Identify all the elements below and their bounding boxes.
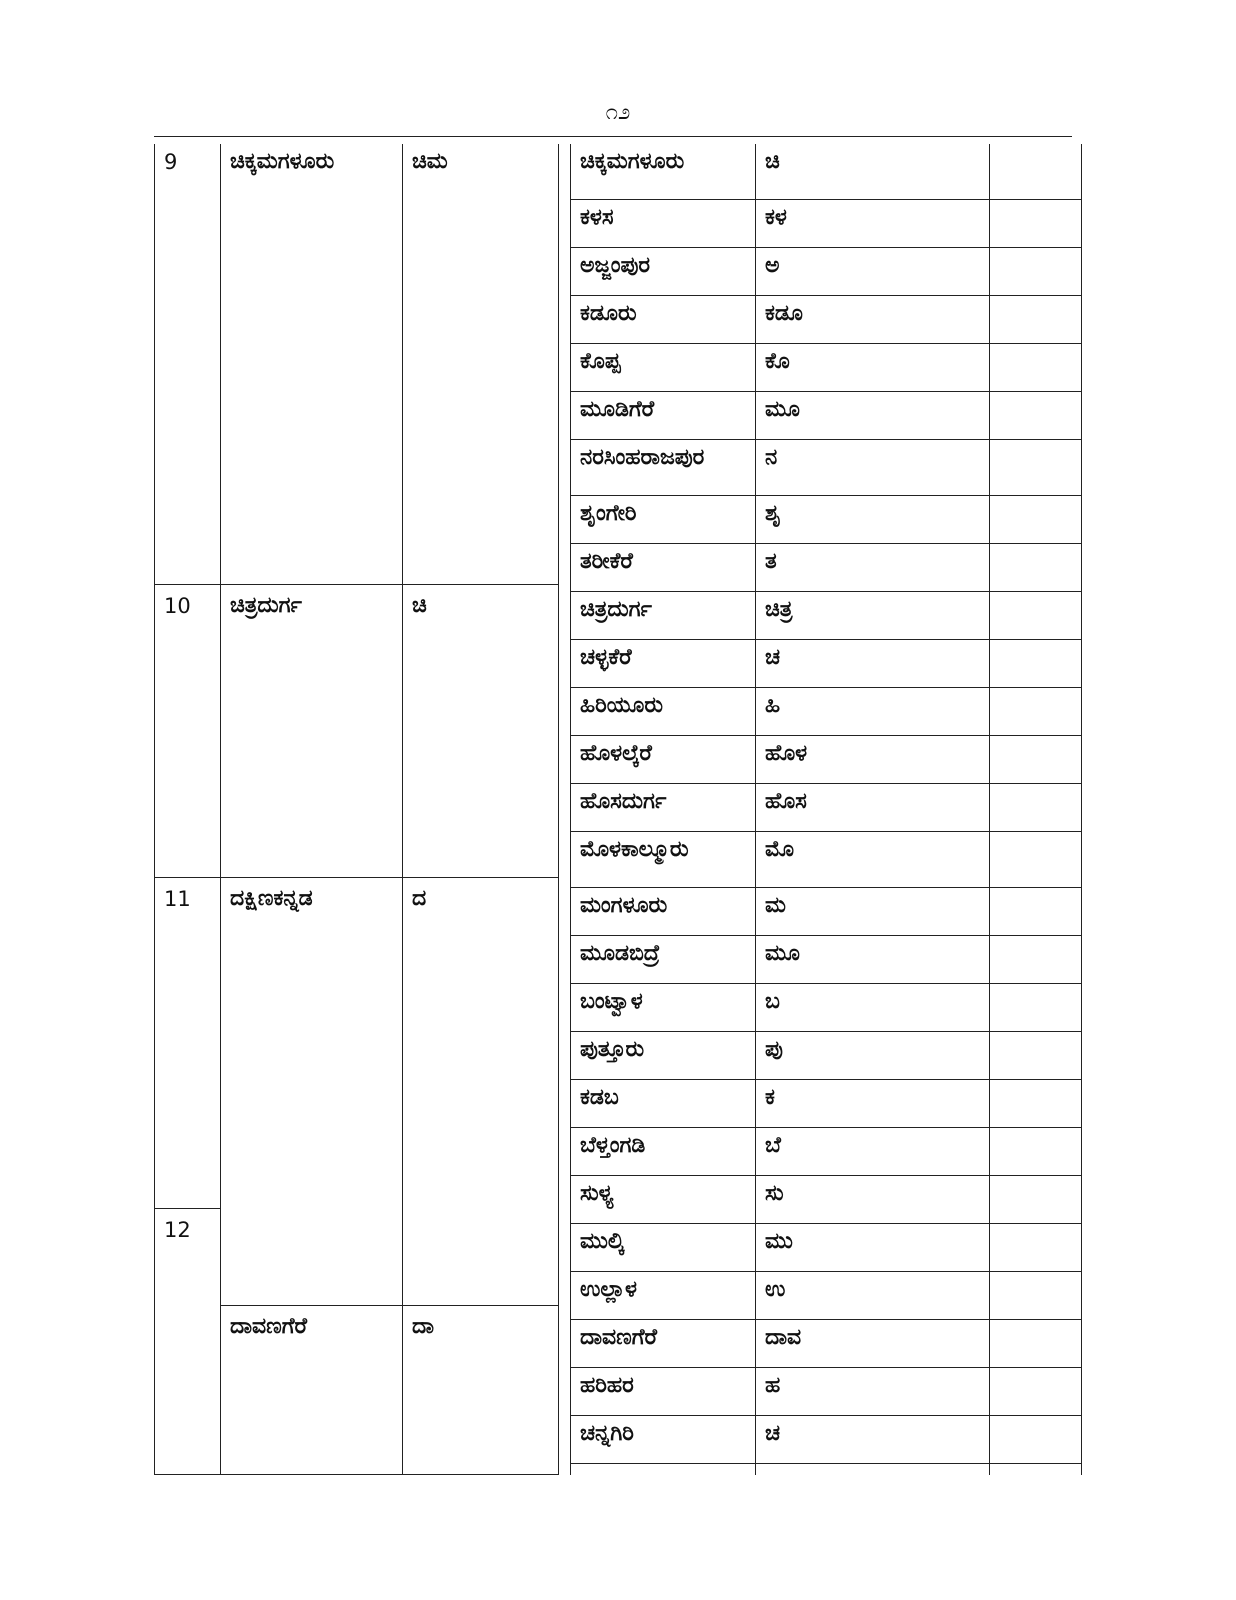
group-divider (154, 877, 559, 878)
taluk-code: ಚಿತ್ರ (765, 597, 793, 622)
district-code: ದ (412, 886, 427, 911)
row-divider (570, 1079, 1082, 1080)
taluk-code: ಮೊ (765, 837, 795, 862)
taluk-code: ದಾವ (765, 1325, 802, 1350)
table-bottom (154, 1474, 559, 1475)
row-number: 9 (164, 150, 178, 174)
taluk-name: ಚಿತ್ರದುರ್ಗ (580, 597, 652, 622)
row-divider (570, 199, 1082, 200)
taluk-code: ಹಿ (765, 693, 781, 718)
taluk-name: ಕಡೂರು (580, 301, 637, 326)
taluk-table (570, 144, 1082, 1475)
taluk-code: ಕಡೂ (765, 301, 803, 326)
taluk-code: ಉ (765, 1277, 786, 1302)
taluk-name: ಅಜ್ಜಂಪುರ (580, 253, 651, 278)
row-divider (570, 887, 1082, 888)
district-name: ಚಿಕ್ಕಮಗಳೂರು (230, 149, 335, 174)
taluk-name: ಶೃಂಗೇರಿ (580, 501, 637, 526)
district-name: ದಾವಣಗೆರೆ (230, 1314, 308, 1339)
taluk-code: ಹೊಳ (765, 741, 808, 766)
row-divider (570, 783, 1082, 784)
row-divider (570, 687, 1082, 688)
taluk-code: ಚ (765, 645, 781, 670)
row-divider (570, 935, 1082, 936)
group-divider (154, 1208, 220, 1209)
district-name: ಚಿತ್ರದುರ್ಗ (230, 593, 302, 618)
taluk-name: ನರಸಿಂಹರಾಜಪುರ (580, 445, 705, 470)
row-divider (570, 591, 1082, 592)
row-divider (570, 1319, 1082, 1320)
taluk-code: ಬೆ (765, 1133, 781, 1158)
taluk-name: ಮಂಗಳೂರು (580, 893, 668, 918)
row-divider (570, 391, 1082, 392)
taluk-code: ಸು (765, 1181, 784, 1206)
row-divider (570, 1031, 1082, 1032)
taluk-name: ಹಿರಿಯೂರು (580, 693, 663, 718)
col-divider-district (402, 144, 403, 1475)
district-code: ಚಿ (412, 593, 427, 618)
taluk-code: ತ (765, 549, 777, 574)
col-divider-number (220, 144, 221, 1475)
taluk-name: ಮೂಡಿಗೆರೆ (580, 397, 655, 422)
taluk-name: ಹೊಳಲ್ಕೆರೆ (580, 741, 652, 766)
row-divider (570, 247, 1082, 248)
district-name: ದಕ್ಷಿಣಕನ್ನಡ (230, 886, 313, 911)
row-divider (570, 295, 1082, 296)
row-divider (570, 1367, 1082, 1368)
row-divider (570, 439, 1082, 440)
taluk-code: ಅ (765, 253, 780, 278)
row-number: 11 (164, 887, 191, 911)
district-code: ದಾ (412, 1314, 434, 1339)
taluk-code: ಕೊ (765, 349, 790, 374)
taluk-name: ಉಲ್ಲಾಳ (580, 1277, 637, 1302)
taluk-code: ಮೂ (765, 941, 800, 966)
taluk-code: ಮ (765, 893, 786, 918)
taluk-name: ಹರಿಹರ (580, 1373, 634, 1398)
taluk-name: ಸುಳ್ಯ (580, 1181, 614, 1206)
taluk-code: ನ (765, 445, 778, 470)
row-divider (570, 1223, 1082, 1224)
row-divider (570, 1463, 1082, 1464)
taluk-name: ಮೂಡಬಿದ್ರೆ (580, 941, 660, 966)
taluk-code: ಮೂ (765, 397, 800, 422)
row-divider (570, 831, 1082, 832)
left-border (154, 144, 155, 1475)
page-number: ೧೨ (605, 100, 631, 125)
taluk-name: ಕೊಪ್ಪ (580, 349, 621, 374)
taluk-code: ಪು (765, 1037, 783, 1062)
taluk-name: ಬೆಳ್ತಂಗಡಿ (580, 1133, 646, 1158)
taluk-code: ಕ (765, 1085, 775, 1110)
row-number: 10 (164, 594, 191, 618)
district-table (154, 144, 568, 1475)
taluk-code: ಶೃ (765, 501, 782, 526)
row-divider (570, 735, 1082, 736)
taluk-name: ಚಳ್ಳಕೆರೆ (580, 645, 632, 670)
taluk-name: ಕಳಸ (580, 205, 614, 230)
taluk-name: ಬಂಟ್ವಾಳ (580, 989, 643, 1014)
taluk-code: ಹ (765, 1373, 781, 1398)
taluk-code: ಬ (765, 989, 780, 1014)
taluk-code: ಮು (765, 1229, 793, 1254)
taluk-name: ಕಡಬ (580, 1085, 619, 1110)
taluk-code: ಹೊಸ (765, 789, 807, 814)
taluk-name: ಹೊಸದುರ್ಗ (580, 789, 667, 814)
row-divider (570, 639, 1082, 640)
group-divider (220, 1305, 559, 1306)
taluk-name: ಮುಲ್ಕಿ (580, 1229, 625, 1254)
row-divider (570, 1415, 1082, 1416)
row-number: 12 (164, 1218, 191, 1242)
row-divider (570, 343, 1082, 344)
taluk-name: ಪುತ್ತೂರು (580, 1037, 645, 1062)
group-divider (154, 584, 559, 585)
row-divider (570, 1175, 1082, 1176)
taluk-name: ತರೀಕೆರೆ (580, 549, 633, 574)
col-divider-code-right (558, 144, 559, 1475)
taluk-name: ದಾವಣಗೆರೆ (580, 1325, 658, 1350)
row-divider (570, 543, 1082, 544)
top-rule (154, 136, 1072, 137)
row-divider (570, 1127, 1082, 1128)
taluk-name: ಚನ್ನಗಿರಿ (580, 1421, 634, 1446)
taluk-name: ಮೊಳಕಾಲ್ಮೂರು (580, 837, 689, 862)
row-divider (570, 495, 1082, 496)
taluk-code: ಚಿ (765, 149, 780, 174)
taluk-name: ಚಿಕ್ಕಮಗಳೂರು (580, 149, 685, 174)
row-divider (570, 983, 1082, 984)
taluk-code: ಚ (765, 1421, 781, 1446)
row-divider (570, 1271, 1082, 1272)
taluk-code: ಕಳ (765, 205, 787, 230)
district-code: ಚಿಮ (412, 149, 448, 174)
